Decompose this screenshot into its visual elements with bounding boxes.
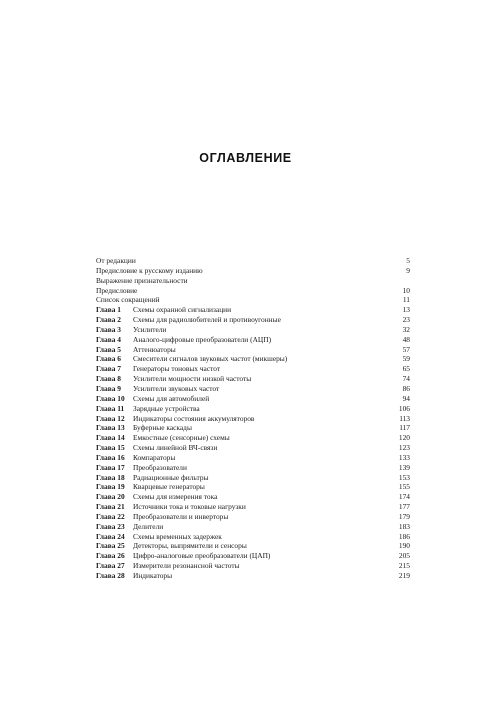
toc-page-number: 177 <box>398 502 410 512</box>
toc-page-number: 139 <box>398 462 410 472</box>
toc-entry <box>96 315 410 325</box>
toc-entry <box>96 423 410 433</box>
toc-chapter-number: Глава 2 <box>96 315 121 325</box>
toc-entry-title: Цифро-аналоговые преобразователи (ЦАП) <box>133 551 271 561</box>
toc-entry-title: Усилители мощности низкой частоты <box>133 374 252 384</box>
toc-chapter-number: Глава 16 <box>96 452 125 462</box>
toc-entry-title: Схемы для измерения тока <box>133 492 218 502</box>
toc-chapter-number: Глава 4 <box>96 334 121 344</box>
toc-entry <box>96 541 410 551</box>
toc-page-number: 174 <box>398 492 410 502</box>
toc-entry <box>96 502 410 512</box>
toc-chapter-number: Глава 5 <box>96 344 121 354</box>
toc-page-number: 23 <box>402 315 410 325</box>
toc-chapter-number: Глава 8 <box>96 374 121 384</box>
toc-entry-title: Буферные каскады <box>133 423 192 433</box>
toc-page-number: 13 <box>402 305 410 315</box>
toc-chapter-number: Глава 26 <box>96 551 125 561</box>
toc-entry <box>96 256 410 266</box>
toc-chapter-number: Глава 7 <box>96 364 121 374</box>
toc-entry-title: Генераторы тоновых частот <box>133 364 221 374</box>
toc-chapter-number: Глава 17 <box>96 462 125 472</box>
toc-entry-title: Схемы для радиолюбителей и противоугонные <box>133 315 281 325</box>
toc-chapter-number: Глава 11 <box>96 403 125 413</box>
toc-entry <box>96 286 410 296</box>
toc-chapter-number: Глава 20 <box>96 492 125 502</box>
table-of-contents <box>96 256 410 581</box>
toc-chapter-number: Глава 6 <box>96 354 121 364</box>
toc-entry-title: Список сокращений <box>96 295 160 305</box>
toc-entry <box>96 571 410 581</box>
toc-entry <box>96 335 410 345</box>
toc-entry <box>96 364 410 374</box>
toc-entry <box>96 443 410 453</box>
toc-entry-title: Компараторы <box>133 452 176 462</box>
toc-entry-title: Схемы охранной сигнализации <box>133 305 232 315</box>
toc-entry <box>96 325 410 335</box>
toc-entry <box>96 482 410 492</box>
toc-entry-title: Смесители сигналов звуковых частот (микшеры) <box>133 354 288 364</box>
toc-chapter-number: Глава 19 <box>96 482 125 492</box>
toc-page-number: 32 <box>402 324 410 334</box>
toc-entry <box>96 512 410 522</box>
toc-entry <box>96 354 410 364</box>
toc-entry <box>96 404 410 414</box>
toc-page-number: 120 <box>398 433 410 443</box>
toc-entry-title: Выражение признательности <box>96 275 188 285</box>
toc-page-number: 106 <box>398 403 410 413</box>
toc-entry-title: Детекторы, выпрямители и сенсоры <box>133 541 247 551</box>
toc-page-number: 215 <box>398 561 410 571</box>
toc-page-number: 179 <box>398 511 410 521</box>
toc-entry-title: Делители <box>133 521 164 531</box>
toc-entry-title: Аттенюаторы <box>133 344 176 354</box>
toc-entry <box>96 295 410 305</box>
toc-page-number: 186 <box>398 531 410 541</box>
toc-entry-title: Индикаторы <box>133 571 173 580</box>
toc-page-number: 65 <box>402 364 410 374</box>
toc-page-number: 183 <box>398 521 410 531</box>
toc-page-number: 5 <box>406 256 410 265</box>
toc-entry <box>96 453 410 463</box>
toc-entry <box>96 532 410 542</box>
toc-entry <box>96 345 410 355</box>
toc-page-number: 117 <box>399 423 410 433</box>
toc-page-number: 133 <box>398 452 410 462</box>
toc-entry-title: Схемы линейной ВЧ-связи <box>133 443 218 453</box>
toc-page-number: 94 <box>402 393 410 403</box>
toc-entry-title: Зарядные устройства <box>133 403 200 413</box>
toc-page-number: 205 <box>398 551 410 561</box>
toc-entry-title: Источники тока и токовые нагрузки <box>133 502 246 512</box>
toc-page-number: 113 <box>399 413 410 423</box>
toc-entry-title: Измерители резонансной частоты <box>133 561 240 571</box>
toc-page-number: 219 <box>398 571 410 580</box>
toc-entry-title: Предисловие к русскому изданию <box>96 265 203 275</box>
toc-entry <box>96 463 410 473</box>
toc-entry-title: Кварцевые генераторы <box>133 482 205 492</box>
toc-chapter-number: Глава 18 <box>96 472 125 482</box>
page-title: ОГЛАВЛЕНИЕ <box>199 151 292 165</box>
toc-page-number: 190 <box>398 541 410 551</box>
toc-chapter-number: Глава 21 <box>96 502 125 512</box>
toc-page-number: 48 <box>402 334 410 344</box>
toc-page-number: 11 <box>402 295 410 305</box>
toc-page-number: 155 <box>398 482 410 492</box>
toc-page-number: 153 <box>398 472 410 482</box>
toc-chapter-number: Глава 3 <box>96 324 121 334</box>
toc-entry <box>96 492 410 502</box>
toc-page-number: 9 <box>406 265 410 275</box>
toc-chapter-number: Глава 13 <box>96 423 125 433</box>
toc-chapter-number: Глава 12 <box>96 413 125 423</box>
toc-chapter-number: Глава 1 <box>96 305 121 315</box>
toc-entry-title: Предисловие <box>96 285 138 295</box>
toc-page-number: 123 <box>398 443 410 453</box>
toc-entry <box>96 522 410 532</box>
toc-chapter-number: Глава 22 <box>96 511 125 521</box>
toc-entry-title: Преобразователи <box>133 462 187 472</box>
toc-chapter-number: Глава 28 <box>96 571 125 580</box>
toc-entry <box>96 394 410 404</box>
toc-entry-title: Усилители звуковых частот <box>133 383 220 393</box>
toc-chapter-number: Глава 15 <box>96 443 125 453</box>
toc-chapter-number: Глава 10 <box>96 393 125 403</box>
toc-entry <box>96 433 410 443</box>
toc-chapter-number: Глава 24 <box>96 531 125 541</box>
toc-entry-title: Преобразователи и инверторы <box>133 511 229 521</box>
toc-entry-title: Индикаторы состояния аккумуляторов <box>133 413 255 423</box>
toc-chapter-number: Глава 9 <box>96 383 121 393</box>
toc-entry-title: Радиационные фильтры <box>133 472 209 482</box>
toc-entry <box>96 551 410 561</box>
toc-page-number: 74 <box>402 374 410 384</box>
toc-entry-title: Схемы временных задержек <box>133 531 222 541</box>
toc-entry <box>96 473 410 483</box>
toc-entry-title: Емкостные (сенсорные) схемы <box>133 433 230 443</box>
toc-entry <box>96 384 410 394</box>
toc-entry <box>96 305 410 315</box>
toc-entry-title: Аналого-цифровые преобразователи (АЦП) <box>133 334 272 344</box>
toc-page-number: 57 <box>402 344 410 354</box>
toc-entry-title: Схемы для автомобилей <box>133 393 210 403</box>
toc-page-number: 10 <box>402 285 410 295</box>
toc-entry <box>96 414 410 424</box>
toc-page-number: 86 <box>402 383 410 393</box>
toc-entry <box>96 266 410 276</box>
toc-entry-title: Усилители <box>133 324 167 334</box>
toc-chapter-number: Глава 27 <box>96 561 125 571</box>
toc-entry <box>96 561 410 571</box>
toc-entry <box>96 374 410 384</box>
toc-chapter-number: Глава 23 <box>96 521 125 531</box>
toc-chapter-number: Глава 25 <box>96 541 125 551</box>
toc-entry-title: От редакции <box>96 256 136 265</box>
toc-page-number: 59 <box>402 354 410 364</box>
toc-chapter-number: Глава 14 <box>96 433 125 443</box>
toc-entry <box>96 276 410 286</box>
